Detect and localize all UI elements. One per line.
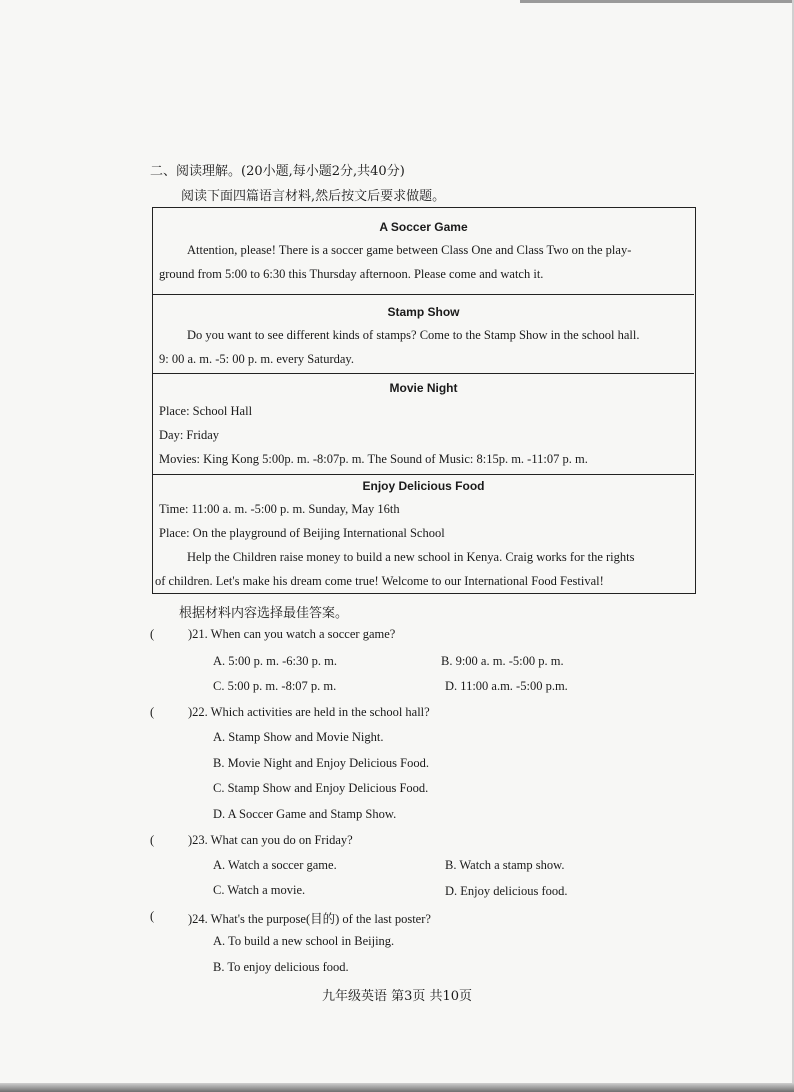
section-title: 二、阅读理解。(20小题,每小题2分,共40分) (150, 164, 405, 179)
passage-title: A Soccer Game (379, 220, 468, 234)
question-text: )21. When can you watch a soccer game? (188, 627, 396, 641)
passage-title: Movie Night (389, 381, 458, 395)
passage-stamp-show (153, 295, 694, 374)
option-c: C. 5:00 p. m. -8:07 p. m. (213, 679, 337, 693)
question-prompt: 根据材料内容选择最佳答案。 (179, 606, 349, 621)
passage-soccer-game (153, 208, 694, 295)
passage-line: Do you want to see different kinds of stamps? Come to the Stamp Show in the school hall. (187, 328, 640, 342)
passage-line: of children. Let's make his dream come true! Welcome to our International Food Festival! (155, 574, 604, 588)
passages-box (152, 207, 696, 594)
option-b: B. To enjoy delicious food. (213, 960, 349, 974)
question-text: )22. Which activities are held in the school hall? (188, 705, 430, 719)
option-b: B. Movie Night and Enjoy Delicious Food. (213, 756, 429, 770)
answer-bracket: ( (150, 833, 155, 847)
answer-bracket: ( (150, 909, 155, 923)
option-b: B. Watch a stamp show. (445, 858, 565, 872)
option-d: D. A Soccer Game and Stamp Show. (213, 807, 397, 821)
passage-line: 9: 00 a. m. -5: 00 p. m. every Saturday. (159, 352, 354, 366)
option-d: D. 11:00 a.m. -5:00 p.m. (445, 679, 568, 693)
passage-line: Place: On the playground of Beijing International School (159, 526, 445, 540)
page-footer: 九年级英语 第3页 共10页 (321, 989, 473, 1004)
scan-edge-top (520, 0, 794, 3)
option-a: A. Watch a soccer game. (213, 858, 337, 872)
option-d: D. Enjoy delicious food. (445, 884, 568, 898)
question-text: )24. What's the purpose(目的) of the last poster? (188, 912, 431, 926)
passage-line: Attention, please! There is a soccer game between Class One and Class Two on the play- (187, 243, 632, 257)
passage-movie-night (153, 374, 694, 475)
passage-line: Time: 11:00 a. m. -5:00 p. m. Sunday, May 16th (159, 502, 400, 516)
option-a: A. Stamp Show and Movie Night. (213, 730, 384, 744)
scan-edge-bottom (0, 1083, 794, 1092)
passage-line: Day: Friday (159, 428, 220, 442)
answer-bracket: ( (150, 627, 155, 641)
question-text: )23. What can you do on Friday? (188, 833, 353, 847)
passage-enjoy-delicious-food (153, 475, 694, 593)
option-a: A. To build a new school in Beijing. (213, 934, 395, 948)
option-b: B. 9:00 a. m. -5:00 p. m. (441, 654, 564, 668)
option-c: C. Stamp Show and Enjoy Delicious Food. (213, 781, 429, 795)
option-c: C. Watch a movie. (213, 883, 306, 897)
passage-line: ground from 5:00 to 6:30 this Thursday afternoon. Please come and watch it. (159, 267, 544, 281)
passage-line: Movies: King Kong 5:00p. m. -8:07p. m. The Sound of Music: 8:15p. m. -11:07 p. m. (159, 452, 588, 466)
answer-bracket: ( (150, 705, 155, 719)
option-a: A. 5:00 p. m. -6:30 p. m. (213, 654, 337, 668)
passage-title: Stamp Show (387, 305, 460, 319)
section-instruction: 阅读下面四篇语言材料,然后按文后要求做题。 (181, 189, 446, 204)
passage-line: Help the Children raise money to build a new school in Kenya. Craig works for the rights (187, 550, 635, 564)
passage-line: Place: School Hall (159, 404, 253, 418)
passage-title: Enjoy Delicious Food (362, 479, 485, 493)
